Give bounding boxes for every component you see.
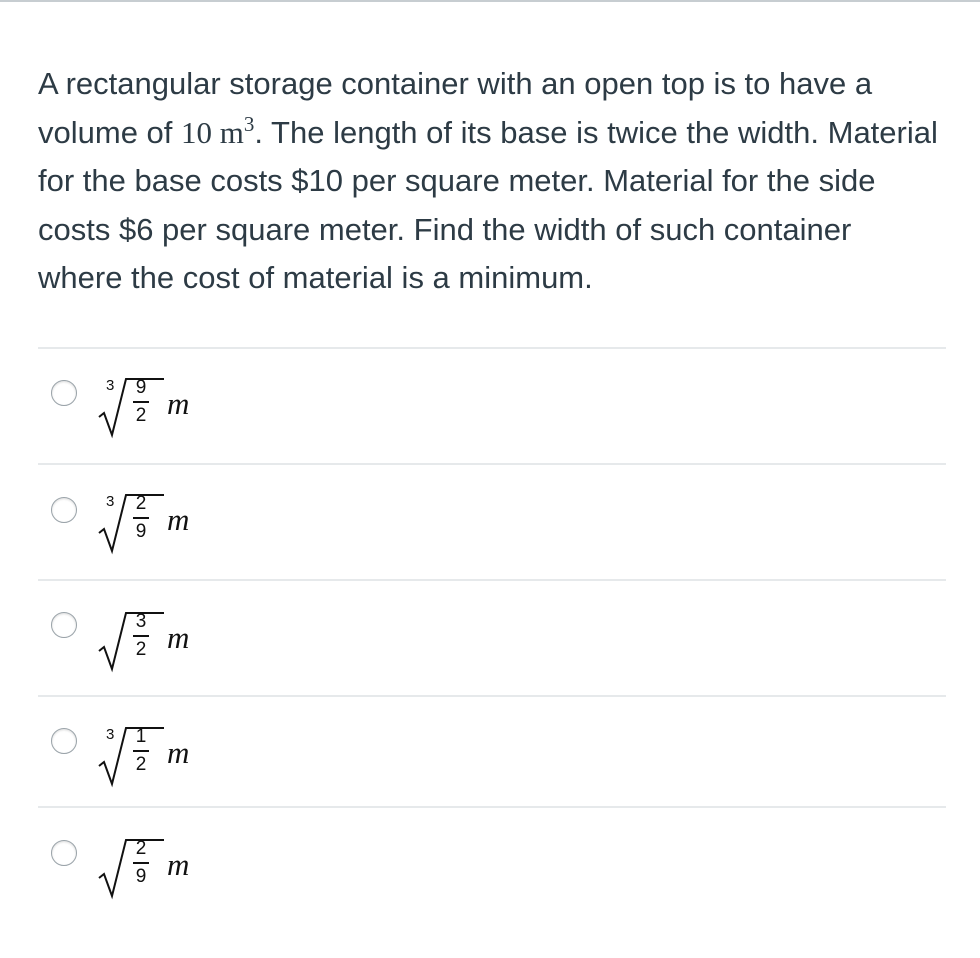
answer-option-2[interactable] [38,465,946,579]
radical-sign-icon [94,607,134,673]
numerator: 1 [135,726,147,747]
numerator: 9 [135,377,147,398]
denominator: 9 [135,521,147,542]
volume-expression [181,111,255,150]
root-index: 3 [106,493,115,510]
answer-list [38,347,946,922]
root-index: 3 [106,377,115,394]
denominator: 2 [135,754,147,775]
radio-button[interactable] [51,380,77,406]
answer-math [94,834,294,904]
fraction-bar [133,401,149,403]
denominator: 2 [135,405,147,426]
radio-button[interactable] [51,840,77,866]
numerator: 2 [135,838,147,859]
top-border [0,0,980,2]
root-index: 3 [106,726,115,743]
denominator: 2 [135,639,147,660]
question-part-2: . The length of its base is twice the width. Material for the base costs $10 per square meter. Material for the side costs $6 per square meter. Find the width of such container where the cost of material is a minimum. [38,114,938,295]
fraction-bar [133,517,149,519]
answer-option-1[interactable] [38,349,946,463]
radio-button[interactable] [51,497,77,523]
volume-exponent: 3 [243,111,255,136]
answer-math [94,489,294,559]
answer-option-5[interactable] [38,808,946,922]
question-text [38,60,938,303]
denominator: 9 [135,866,147,887]
unit-label: m [167,620,190,655]
radical-sign-icon [94,834,134,900]
radio-button[interactable] [51,612,77,638]
unit-label: m [167,502,190,537]
fraction-bar [133,862,149,864]
unit-label: m [167,847,190,882]
question-part-1: A rectangular storage container with an open top is to have a volume of [38,66,873,150]
unit-label: m [167,735,190,770]
answer-math [94,373,294,443]
answer-math [94,722,294,792]
answer-option-3[interactable] [38,581,946,695]
unit-label: m [167,386,190,421]
fraction-bar [133,635,149,637]
numerator: 2 [135,493,147,514]
numerator: 3 [135,611,147,632]
answer-math [94,607,294,677]
fraction-bar [133,750,149,752]
volume-value: 10 m [181,114,244,150]
answer-option-4[interactable] [38,697,946,806]
radio-button[interactable] [51,728,77,754]
